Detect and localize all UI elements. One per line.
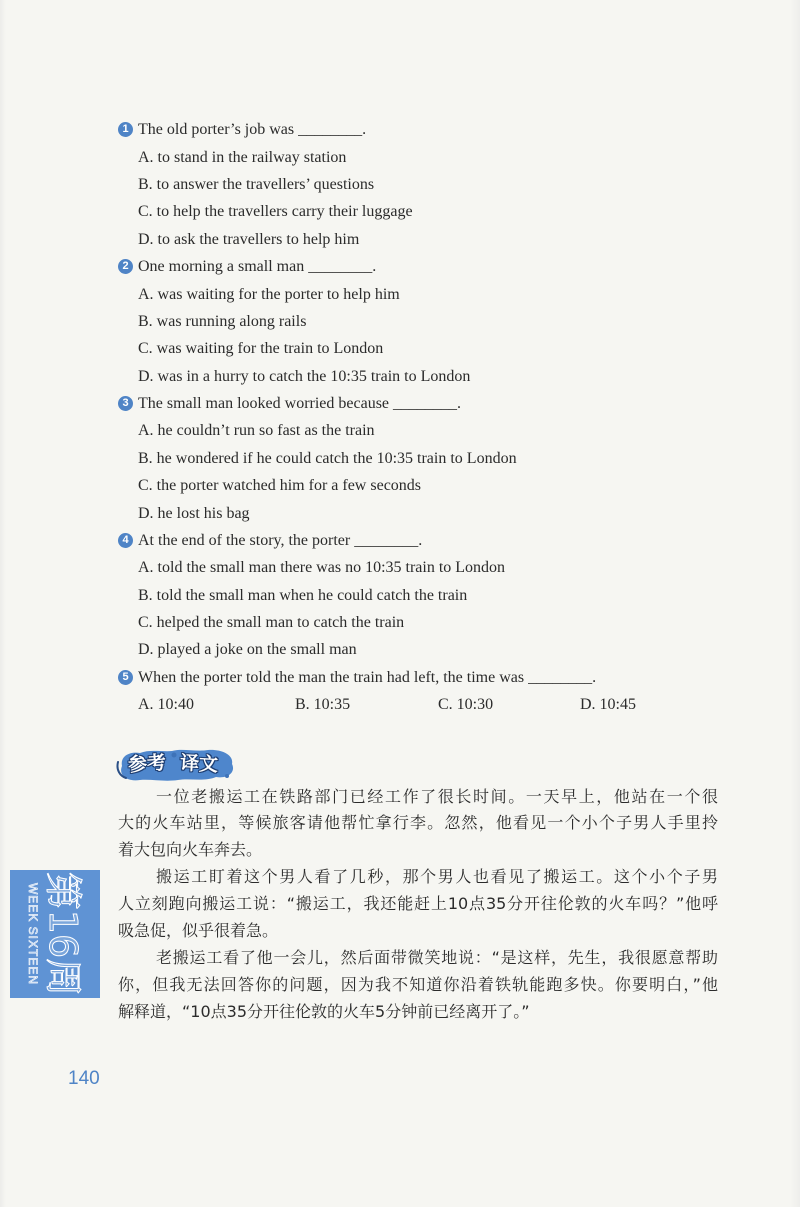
question-stem: One morning a small man ________.	[138, 258, 377, 276]
question-5-options	[118, 691, 738, 718]
question-stem: The small man looked worried because ________.	[138, 395, 462, 413]
paragraph-1-line-2: 大的火车站里，等候旅客请他帮忙拿行李。忽然，他看见一个小个子男人手里拎	[118, 813, 718, 833]
option-d: D. he lost his bag	[138, 504, 250, 522]
option-c: C. helped the small man to catch the train	[138, 614, 405, 632]
option-a: A. he couldn’t run so fast as the train	[138, 422, 375, 440]
option-b: B. told the small man when he could catch the train	[138, 586, 468, 604]
question-number-badge: 2	[118, 259, 133, 274]
option-a: A. was waiting for the porter to help him	[138, 285, 400, 303]
option-a: A. 10:40	[138, 696, 194, 714]
option-d: D. to ask the travellers to help him	[138, 230, 360, 248]
option-d: D. played a joke on the small man	[138, 641, 357, 659]
page-number: 140	[68, 1068, 100, 1089]
week-tab	[10, 870, 100, 998]
question-stem: At the end of the story, the porter ________.	[138, 531, 423, 549]
option-b: B. he wondered if he could catch the 10:35 train to London	[138, 449, 517, 467]
option-a: A. to stand in the railway station	[138, 148, 347, 166]
question-5	[118, 664, 738, 691]
question-1	[118, 116, 738, 143]
paragraph-3-line-2: 你，但我无法回答你的问题，因为我不知道你沿着铁轨能跑多快。你要明白，”他	[118, 974, 718, 994]
question-4	[118, 527, 738, 554]
option-b: B. to answer the travellers’ questions	[138, 176, 375, 194]
question-stem: The old porter’s job was ________.	[138, 121, 367, 139]
week-tab-label	[10, 870, 100, 998]
badge-word-translation: 译文	[179, 752, 219, 776]
paragraph-2-line-3: 吸急促，似乎很着急。	[118, 920, 279, 940]
question-number-badge: 5	[118, 670, 133, 685]
option-d: D. was in a hurry to catch the 10:35 train to London	[138, 367, 471, 385]
badge-word-reference: 参考	[127, 751, 167, 777]
option-d: D. 10:45	[580, 696, 636, 714]
translation-badge	[116, 746, 238, 784]
translation-text	[118, 784, 718, 1026]
question-2	[118, 253, 738, 280]
option-c: C. was waiting for the train to London	[138, 340, 384, 358]
option-b: B. 10:35	[295, 696, 351, 714]
question-3	[118, 390, 738, 417]
paragraph-2-line-1: 搬运工盯着这个男人看了几秒，那个男人也看见了搬运工。这个小个子男	[156, 867, 718, 887]
question-list	[118, 116, 738, 718]
paragraph-3-line-1: 老搬运工看了他一会儿，然后面带微笑地说：“是这样，先生，我很愿意帮助	[156, 947, 718, 967]
question-number-badge: 4	[118, 533, 133, 548]
option-a: A. told the small man there was no 10:35 train to London	[138, 559, 506, 577]
question-number-badge: 3	[118, 396, 133, 411]
paragraph-1-line-1: 一位老搬运工在铁路部门已经工作了很长时间。一天早上，他站在一个很	[156, 786, 718, 806]
option-c: C. the porter watched him for a few seconds	[138, 477, 422, 495]
paragraph-3-line-3: 解释道，“10点35分开往伦敦的火车5分钟前已经离开了。”	[118, 1001, 530, 1021]
option-b: B. was running along rails	[138, 312, 307, 330]
option-c: C. to help the travellers carry their luggage	[138, 203, 413, 221]
week-label-english: WEEK SIXTEEN	[26, 882, 40, 986]
question-number-badge: 1	[118, 122, 133, 137]
question-stem: When the porter told the man the train had left, the time was ________.	[138, 668, 597, 686]
paragraph-2-line-2: 人立刻跑向搬运工说：“搬运工，我还能赶上10点35分开往伦敦的火车吗？”他呼	[118, 894, 718, 914]
paragraph-1-line-3: 着大包向火车奔去。	[118, 840, 263, 860]
option-c: C. 10:30	[438, 696, 494, 714]
week-label-chinese: 第16周	[41, 871, 85, 997]
